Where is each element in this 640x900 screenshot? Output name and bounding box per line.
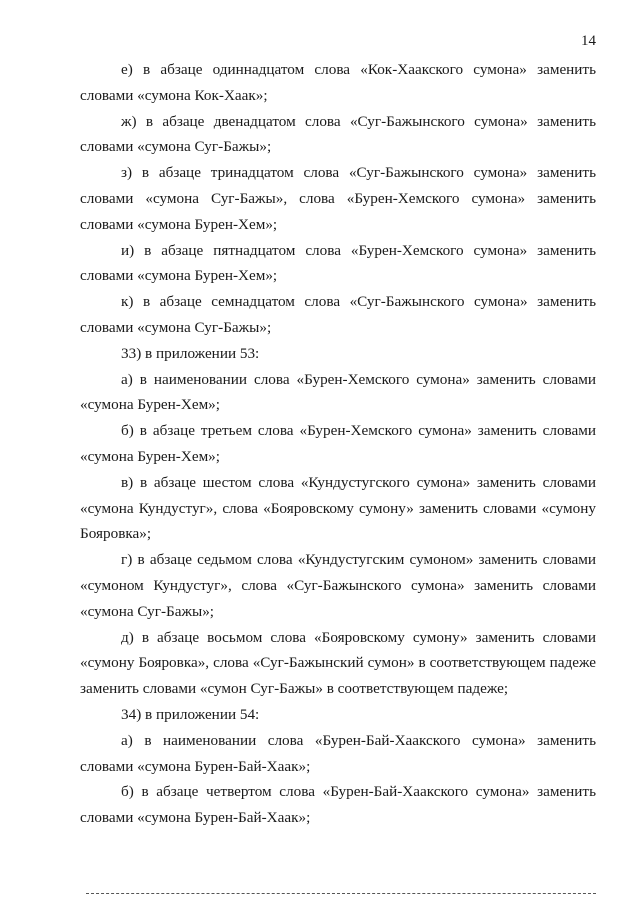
paragraph-i-buren-khem: [80, 238, 596, 290]
text-line: 33) в приложении 53:: [121, 344, 260, 362]
paragraph-d-eighth-boyarovka: [80, 625, 596, 702]
paragraph-34-appendix-54: [80, 702, 596, 728]
text-line: б) в абзаце четвертом слова «Бурен-Бай-Хаакского сумона» заменить: [121, 783, 596, 801]
text-line: и) в абзаце пятнадцатом слова «Бурен-Хемского сумона» заменить: [121, 241, 596, 259]
text-line: г) в абзаце седьмом слова «Кундустугским сумоном» заменить словами: [121, 551, 596, 569]
paragraph-a-name-buren-bai-khaak: [80, 728, 596, 780]
text-line: ж) в абзаце двенадцатом слова «Суг-Бажынского сумона» заменить: [121, 112, 596, 130]
text-line: к) в абзаце семнадцатом слова «Суг-Бажынского сумона» заменить: [121, 293, 596, 311]
text-line: з) в абзаце тринадцатом слова «Суг-Бажынского сумона» заменить: [121, 164, 596, 182]
paragraph-k-sug-bazhy: [80, 289, 596, 341]
paragraph-b-third-buren-khem: [80, 418, 596, 470]
paragraph-z-sug-bazhy-buren-khem: [80, 160, 596, 237]
text-line: а) в наименовании слова «Бурен-Хемского сумона» заменить словами: [121, 370, 596, 388]
text-line: словами «сумона Бурен-Хем»;: [80, 267, 278, 285]
text-line: б) в абзаце третьем слова «Бурен-Хемского сумона» заменить словами: [121, 422, 596, 440]
text-line: «сумона Бурен-Хем»;: [80, 396, 220, 414]
paragraph-b-fourth-buren-bai-khaak: [80, 779, 596, 831]
text-line: словами «сумона Бурен-Бай-Хаак»;: [80, 757, 311, 775]
page-number: 14: [581, 33, 596, 49]
footer-rule: [86, 893, 596, 894]
text-line: словами «сумона Кок-Хаак»;: [80, 86, 268, 104]
text-line: «сумона Кундустуг», слова «Бояровскому сумону» заменить словами «сумону: [80, 499, 596, 517]
text-line: в) в абзаце шестом слова «Кундустугского сумона» заменить словами: [121, 473, 596, 491]
text-line: е) в абзаце одиннадцатом слова «Кок-Хаакского сумона» заменить: [121, 61, 596, 78]
text-line: а) в наименовании слова «Бурен-Бай-Хаакского сумона» заменить: [121, 731, 596, 749]
text-line: Бояровка»;: [80, 525, 152, 543]
text-line: 34) в приложении 54:: [121, 705, 260, 723]
paragraph-33-appendix-53: [80, 341, 596, 367]
text-line: «сумоном Кундустуг», слова «Суг-Бажынского сумона» заменить словами: [80, 576, 596, 594]
paragraph-zh-sug-bazhy: [80, 109, 596, 161]
text-line: «сумона Суг-Бажы»;: [80, 602, 215, 620]
text-line: словами «сумона Суг-Бажы»;: [80, 138, 272, 156]
paragraph-v-sixth-kundustug: [80, 470, 596, 547]
document-body: [80, 57, 596, 831]
paragraph-g-seventh-kundustug: [80, 547, 596, 624]
paragraph-e-kok-khaak: [80, 57, 596, 109]
paragraph-a-name-buren-khem: [80, 367, 596, 419]
text-line: словами «сумона Бурен-Хем»;: [80, 215, 278, 233]
text-line: заменить словами «сумон Суг-Бажы» в соответствующем падеже;: [80, 680, 509, 698]
text-line: словами «сумона Суг-Бажы», слова «Бурен-Хемского сумона» заменить: [80, 189, 596, 207]
text-line: «сумона Бурен-Хем»;: [80, 447, 220, 465]
text-line: словами «сумона Суг-Бажы»;: [80, 318, 272, 336]
text-line: словами «сумона Бурен-Бай-Хаак»;: [80, 809, 311, 827]
text-line: д) в абзаце восьмом слова «Бояровскому сумону» заменить словами: [121, 628, 596, 646]
text-line: «сумону Бояровка», слова «Суг-Бажынский сумон» в соответствующем падеже: [80, 654, 596, 672]
